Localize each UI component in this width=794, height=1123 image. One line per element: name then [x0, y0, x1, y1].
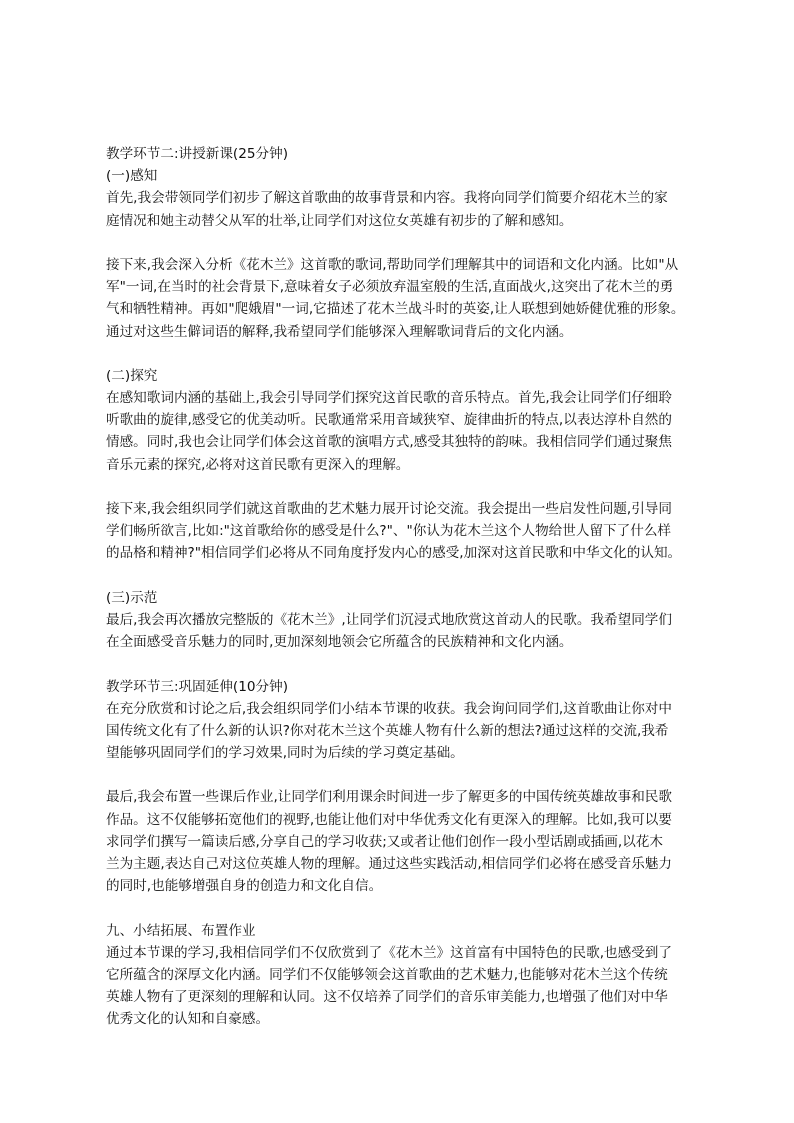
text-line: 情感。同时,我也会让同学们体会这首歌的演唱方式,感受其独特的韵味。我相信同学们通过聚焦 [106, 434, 672, 451]
text-line: 听歌曲的旋律,感受它的优美动听。民歌通常采用音域狭窄、旋律曲折的特点,以表达淳朴自然的 [106, 412, 672, 429]
text-line: 接下来,我会组织同学们就这首歌曲的艺术魅力展开讨论交流。我会提出一些启发性问题,引导同 [106, 501, 672, 517]
text-line: 国传统文化有了什么新的认识?你对花木兰这个英雄人物有什么新的想法?通过这样的交流,我希 [106, 722, 669, 739]
paragraph-gap [106, 764, 690, 786]
paragraph-gap [106, 343, 690, 365]
text-line: 军"一词,在当时的社会背景下,意味着女子必须放弃温室般的生活,直面战火,这突出了花木兰的勇 [106, 279, 674, 296]
section-heading-summary: 九、小结拓展、布置作业 [106, 922, 256, 939]
paragraph-block [106, 786, 690, 897]
text-line: 通过本节课的学习,我相信同学们不仅欣赏到了《花木兰》这首富有中国特色的民歌,也感受到了 [106, 944, 672, 961]
paragraph-gap [106, 476, 690, 498]
paragraph-block [106, 365, 690, 476]
text-line: 最后,我会再次播放完整版的《花木兰》,让同学们沉浸式地欣赏这首动人的民歌。我希望同学们 [106, 611, 672, 628]
subheading-perception: (一)感知 [106, 168, 158, 185]
paragraph-gap [106, 232, 690, 254]
text-line: 优秀文化的认知和自豪感。 [106, 1011, 270, 1028]
text-line: 的同时,也能够增强自身的创造力和文化自信。 [106, 878, 383, 895]
text-line: 在充分欣赏和讨论之后,我会组织同学们小结本节课的收获。我会询问同学们,这首歌曲让你对中 [106, 700, 672, 717]
text-line: 在感知歌词内涵的基础上,我会引导同学们探究这首民歌的音乐特点。首先,我会让同学们仔细聆 [106, 390, 672, 407]
paragraph-gap [106, 653, 690, 675]
section-heading-teaching-step-two: 教学环节二:讲授新课(25分钟) [106, 146, 289, 162]
text-line: 首先,我会带领同学们初步了解这首歌曲的故事背景和内容。我将向同学们简要介绍花木兰的家 [106, 190, 668, 207]
subheading-exploration: (二)探究 [106, 367, 158, 384]
text-line: 作品。这不仅能够拓宽他们的视野,也能让他们对中华优秀文化有更深入的理解。比如,我可以要 [106, 811, 672, 828]
text-line: 学们畅所欲言,比如:"这首歌给你的感受是什么?"、"你认为花木兰这个人物给世人留下了什么样 [106, 523, 672, 540]
paragraph-block [106, 143, 690, 232]
document-body [106, 143, 690, 1031]
paragraph-block [106, 676, 690, 765]
text-line: 兰为主题,表达自己对这位英雄人物的理解。通过这些实践活动,相信同学们必将在感受音乐魅力 [106, 856, 672, 872]
paragraph-gap [106, 565, 690, 587]
text-line: 通过对这些生僻词语的解释,我希望同学们能够深入理解歌词背后的文化内涵。 [106, 323, 573, 340]
text-line: 庭情况和她主动替父从军的壮举,让同学们对这位女英雄有初步的了解和感知。 [106, 212, 573, 229]
text-line: 望能够巩固同学们的学习效果,同时为后续的学习奠定基础。 [106, 745, 464, 762]
subheading-demonstration: (三)示范 [106, 589, 158, 606]
text-line: 接下来,我会深入分析《花木兰》这首歌的歌词,帮助同学们理解其中的词语和文化内涵。比如"从 [106, 256, 679, 273]
paragraph-block [106, 920, 690, 1031]
section-heading-teaching-step-three: 教学环节三:巩固延伸(10分钟) [106, 678, 289, 695]
text-line: 的品格和精神?"相信同学们必将从不同角度抒发内心的感受,加深对这首民歌和中华文化的认知。 [106, 545, 682, 562]
paragraph-gap [106, 897, 690, 919]
text-line: 它所蕴含的深厚文化内涵。同学们不仅能够领会这首歌曲的艺术魅力,也能够对花木兰这个传统 [106, 966, 668, 983]
text-line: 音乐元素的探究,必将对这首民歌有更深入的理解。 [106, 456, 410, 473]
text-line: 求同学们撰写一篇读后感,分享自己的学习收获;又或者让他们创作一段小型话剧或插画,以花木 [106, 833, 663, 850]
paragraph-block [106, 587, 690, 654]
text-line: 在全面感受音乐魅力的同时,更加深刻地领会它所蕴含的民族精神和文化内涵。 [106, 634, 573, 651]
text-line: 最后,我会布置一些课后作业,让同学们利用课余时间进一步了解更多的中国传统英雄故事和民歌 [106, 789, 672, 806]
text-line: 英雄人物有了更深刻的理解和认同。这不仅培养了同学们的音乐审美能力,也增强了他们对中华 [106, 989, 668, 1006]
text-line: 气和牺牲精神。再如"爬娥眉"一词,它描述了花木兰战斗时的英姿,让人联想到她娇健优雅的形象。 [106, 301, 685, 318]
paragraph-block [106, 254, 690, 343]
paragraph-block [106, 498, 690, 565]
